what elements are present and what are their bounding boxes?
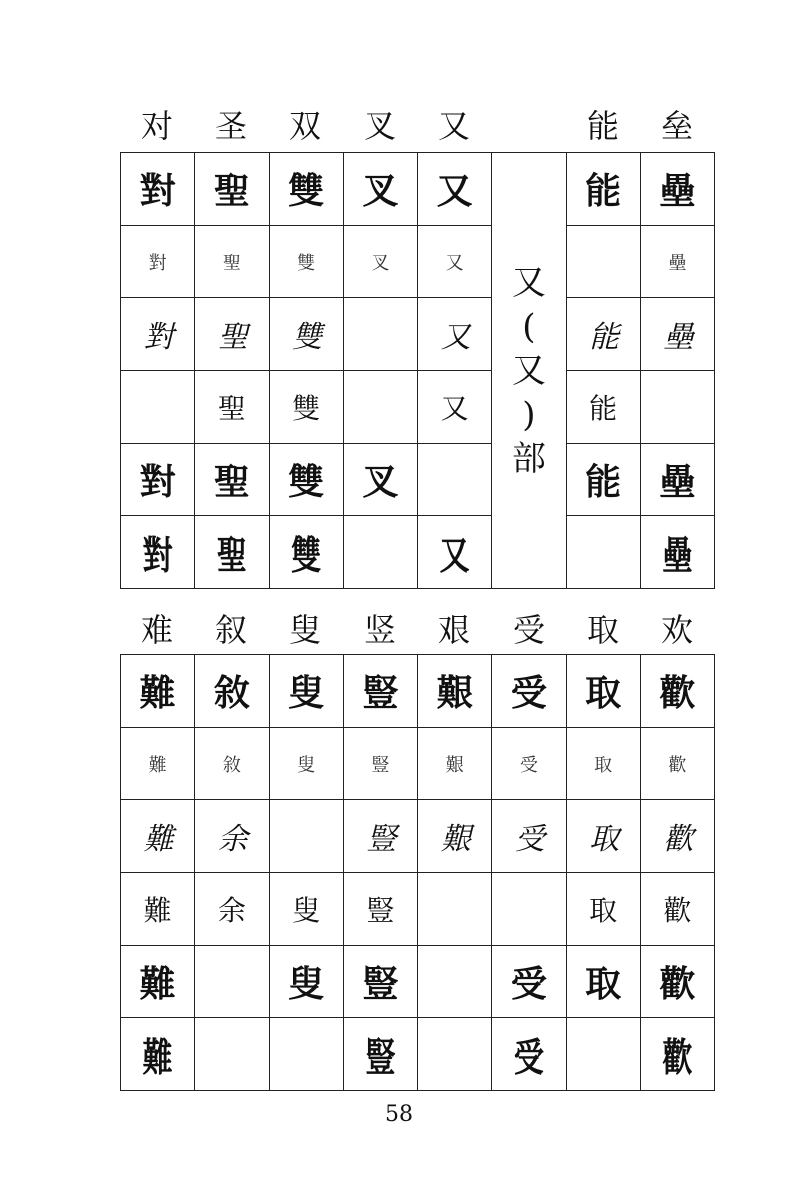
column-header: 垒 xyxy=(660,107,693,145)
ancient-glyph: 雙 xyxy=(291,534,322,580)
glyph-cell xyxy=(121,443,195,516)
glyph-cell xyxy=(121,655,195,728)
grid-row xyxy=(121,153,715,226)
glyph-cell xyxy=(492,800,566,873)
glyph-cell xyxy=(269,371,343,444)
ancient-glyph: 敘 xyxy=(213,672,250,715)
ancient-glyph: 歡 xyxy=(662,1036,693,1082)
ancient-glyph: 對 xyxy=(139,461,176,504)
glyph-cell xyxy=(269,153,343,226)
grid-row xyxy=(121,443,715,516)
grid-row xyxy=(121,800,715,873)
glyph-cell xyxy=(566,371,640,444)
ancient-glyph: 取 xyxy=(585,963,622,1006)
ancient-glyph: 壘 xyxy=(659,170,696,213)
ancient-glyph: 余 xyxy=(217,893,246,927)
column-header: 双 xyxy=(288,107,321,145)
glyph-cell xyxy=(343,945,417,1018)
glyph-cell xyxy=(343,655,417,728)
ancient-glyph: 受 xyxy=(510,672,547,715)
glyph-cell xyxy=(343,873,417,946)
glyph-cell xyxy=(418,655,492,728)
ancient-glyph: 能 xyxy=(585,461,622,504)
page-number: 58 xyxy=(385,1102,413,1127)
ancient-glyph: 難 xyxy=(148,754,167,776)
radical-label-cell xyxy=(492,153,566,589)
glyph-cell xyxy=(640,873,714,946)
glyph-cell xyxy=(640,153,714,226)
ancient-glyph: 受 xyxy=(514,822,543,858)
ancient-glyph: 對 xyxy=(139,170,176,213)
glyph-cell xyxy=(566,1018,640,1091)
ancient-glyph: 叉 xyxy=(362,461,399,504)
glyph-cell xyxy=(121,153,195,226)
ancient-glyph: 難 xyxy=(143,822,172,858)
ancient-glyph: 豎 xyxy=(371,754,390,776)
ancient-glyph: 聖 xyxy=(216,534,247,580)
glyph-cell xyxy=(343,516,417,589)
top-character-grid xyxy=(120,152,715,589)
grid-row xyxy=(121,516,715,589)
glyph-cell xyxy=(566,153,640,226)
ancient-glyph: 歡 xyxy=(668,754,687,776)
ancient-glyph: 歡 xyxy=(663,893,692,927)
column-header: 叙 xyxy=(214,611,247,649)
radical-paren-open: ( xyxy=(522,306,536,347)
ancient-glyph: 難 xyxy=(142,1036,173,1082)
glyph-cell xyxy=(269,516,343,589)
glyph-cell xyxy=(418,225,492,298)
glyph-cell xyxy=(492,727,566,800)
column-header: 取 xyxy=(586,611,619,649)
ancient-glyph: 豎 xyxy=(362,672,399,715)
glyph-cell xyxy=(640,800,714,873)
column-header: 竖 xyxy=(363,611,396,649)
glyph-cell xyxy=(269,873,343,946)
glyph-cell xyxy=(269,800,343,873)
glyph-cell xyxy=(121,1018,195,1091)
grid-row xyxy=(121,1018,715,1091)
column-header: 又 xyxy=(437,107,470,145)
glyph-cell xyxy=(195,516,269,589)
radical-word: 部 xyxy=(511,438,546,479)
glyph-cell xyxy=(640,1018,714,1091)
glyph-cell xyxy=(269,945,343,1018)
glyph-cell xyxy=(492,1018,566,1091)
ancient-glyph: 又 xyxy=(440,320,469,356)
glyph-cell xyxy=(343,1018,417,1091)
column-header: 受 xyxy=(512,611,545,649)
glyph-cell xyxy=(269,225,343,298)
ancient-glyph: 豎 xyxy=(362,963,399,1006)
ancient-glyph: 對 xyxy=(148,252,167,274)
glyph-cell xyxy=(195,727,269,800)
ancient-glyph: 雙 xyxy=(288,170,325,213)
ancient-glyph: 壘 xyxy=(659,461,696,504)
grid-row xyxy=(121,225,715,298)
glyph-cell xyxy=(418,371,492,444)
ancient-glyph: 聖 xyxy=(222,252,241,274)
glyph-cell xyxy=(195,945,269,1018)
ancient-glyph: 取 xyxy=(585,672,622,715)
glyph-cell xyxy=(121,371,195,444)
ancient-glyph: 壘 xyxy=(662,534,693,580)
ancient-glyph: 雙 xyxy=(292,391,321,425)
ancient-glyph: 雙 xyxy=(297,252,316,274)
glyph-cell xyxy=(121,298,195,371)
glyph-cell xyxy=(492,945,566,1018)
ancient-glyph: 叉 xyxy=(371,252,390,274)
glyph-cell xyxy=(121,800,195,873)
glyph-cell xyxy=(343,153,417,226)
ancient-glyph: 聖 xyxy=(213,461,250,504)
glyph-cell xyxy=(418,1018,492,1091)
glyph-cell xyxy=(640,298,714,371)
glyph-cell xyxy=(195,1018,269,1091)
bottom-character-grid xyxy=(120,654,715,1091)
ancient-glyph: 受 xyxy=(513,1036,544,1082)
glyph-cell xyxy=(195,298,269,371)
glyph-cell xyxy=(640,516,714,589)
glyph-cell xyxy=(566,873,640,946)
glyph-cell xyxy=(343,298,417,371)
glyph-cell xyxy=(195,800,269,873)
ancient-glyph: 豎 xyxy=(366,893,395,927)
ancient-glyph: 叟 xyxy=(292,893,321,927)
radical-paren-close: ) xyxy=(522,394,536,435)
ancient-glyph: 取 xyxy=(594,754,613,776)
glyph-cell xyxy=(566,727,640,800)
grid-row xyxy=(121,371,715,444)
ancient-glyph: 叟 xyxy=(288,963,325,1006)
glyph-cell xyxy=(418,516,492,589)
column-header: 叉 xyxy=(363,107,396,145)
ancient-glyph: 敘 xyxy=(222,754,241,776)
ancient-glyph: 難 xyxy=(139,963,176,1006)
ancient-glyph: 歡 xyxy=(659,672,696,715)
glyph-cell xyxy=(418,800,492,873)
glyph-cell xyxy=(418,727,492,800)
glyph-cell xyxy=(343,443,417,516)
ancient-glyph: 受 xyxy=(510,963,547,1006)
glyph-cell xyxy=(121,225,195,298)
ancient-glyph: 聖 xyxy=(217,391,246,425)
glyph-cell xyxy=(418,443,492,516)
glyph-cell xyxy=(343,371,417,444)
ancient-glyph: 能 xyxy=(585,170,622,213)
radical-sub: 又 xyxy=(511,350,546,391)
ancient-glyph: 對 xyxy=(142,534,173,580)
glyph-cell xyxy=(566,443,640,516)
glyph-cell xyxy=(418,153,492,226)
glyph-cell xyxy=(269,727,343,800)
ancient-glyph: 聖 xyxy=(213,170,250,213)
glyph-cell xyxy=(195,153,269,226)
grid-row xyxy=(121,298,715,371)
column-header: 欢 xyxy=(660,611,693,649)
grid-row xyxy=(121,945,715,1018)
glyph-cell xyxy=(566,800,640,873)
ancient-glyph: 叟 xyxy=(297,754,316,776)
glyph-cell xyxy=(343,800,417,873)
ancient-glyph: 艱 xyxy=(445,754,464,776)
glyph-cell xyxy=(640,371,714,444)
ancient-glyph: 艱 xyxy=(436,672,473,715)
ancient-glyph: 又 xyxy=(445,252,464,274)
radical-char: 又 xyxy=(511,262,546,303)
ancient-glyph: 壘 xyxy=(668,252,687,274)
glyph-cell xyxy=(640,727,714,800)
column-header: 难 xyxy=(140,611,173,649)
column-header: 叟 xyxy=(288,611,321,649)
glyph-cell xyxy=(269,443,343,516)
ancient-glyph: 豎 xyxy=(365,1036,396,1082)
glyph-cell xyxy=(418,298,492,371)
ancient-glyph: 難 xyxy=(143,893,172,927)
ancient-glyph: 聖 xyxy=(217,320,246,356)
ancient-glyph: 取 xyxy=(589,893,618,927)
ancient-glyph: 難 xyxy=(139,672,176,715)
glyph-cell xyxy=(195,225,269,298)
ancient-glyph: 歡 xyxy=(663,822,692,858)
ancient-glyph: 又 xyxy=(440,391,469,425)
grid-row xyxy=(121,873,715,946)
glyph-cell xyxy=(492,655,566,728)
glyph-cell xyxy=(269,1018,343,1091)
glyph-cell xyxy=(343,727,417,800)
glyph-cell xyxy=(269,655,343,728)
glyph-cell xyxy=(418,945,492,1018)
column-header: 对 xyxy=(140,107,173,145)
grid-row xyxy=(121,655,715,728)
ancient-glyph: 又 xyxy=(436,170,473,213)
glyph-cell xyxy=(566,225,640,298)
glyph-cell xyxy=(195,443,269,516)
glyph-cell xyxy=(566,655,640,728)
ancient-glyph: 對 xyxy=(143,320,172,356)
ancient-glyph: 叟 xyxy=(288,672,325,715)
ancient-glyph: 受 xyxy=(519,754,538,776)
ancient-glyph: 能 xyxy=(589,391,618,425)
glyph-cell xyxy=(640,945,714,1018)
glyph-cell xyxy=(418,873,492,946)
glyph-cell xyxy=(343,225,417,298)
ancient-glyph: 歡 xyxy=(659,963,696,1006)
ancient-glyph: 豎 xyxy=(366,822,395,858)
column-header: 圣 xyxy=(214,107,247,145)
ancient-glyph: 能 xyxy=(589,320,618,356)
glyph-cell xyxy=(121,516,195,589)
glyph-cell xyxy=(640,655,714,728)
ancient-glyph: 雙 xyxy=(292,320,321,356)
glyph-cell xyxy=(492,873,566,946)
ancient-glyph: 又 xyxy=(439,534,470,580)
glyph-cell xyxy=(195,371,269,444)
glyph-cell xyxy=(195,873,269,946)
ancient-glyph: 艱 xyxy=(440,822,469,858)
glyph-cell xyxy=(121,727,195,800)
column-header: 能 xyxy=(586,107,619,145)
ancient-glyph: 取 xyxy=(589,822,618,858)
glyph-cell xyxy=(121,873,195,946)
glyph-cell xyxy=(640,225,714,298)
glyph-cell xyxy=(566,516,640,589)
ancient-glyph: 雙 xyxy=(288,461,325,504)
ancient-glyph: 壘 xyxy=(663,320,692,356)
glyph-cell xyxy=(566,298,640,371)
grid-row xyxy=(121,727,715,800)
ancient-glyph: 余 xyxy=(217,822,246,858)
glyph-cell xyxy=(121,945,195,1018)
glyph-cell xyxy=(640,443,714,516)
glyph-cell xyxy=(269,298,343,371)
glyph-cell xyxy=(195,655,269,728)
glyph-cell xyxy=(566,945,640,1018)
column-header: 艰 xyxy=(437,611,470,649)
ancient-glyph: 叉 xyxy=(362,170,399,213)
